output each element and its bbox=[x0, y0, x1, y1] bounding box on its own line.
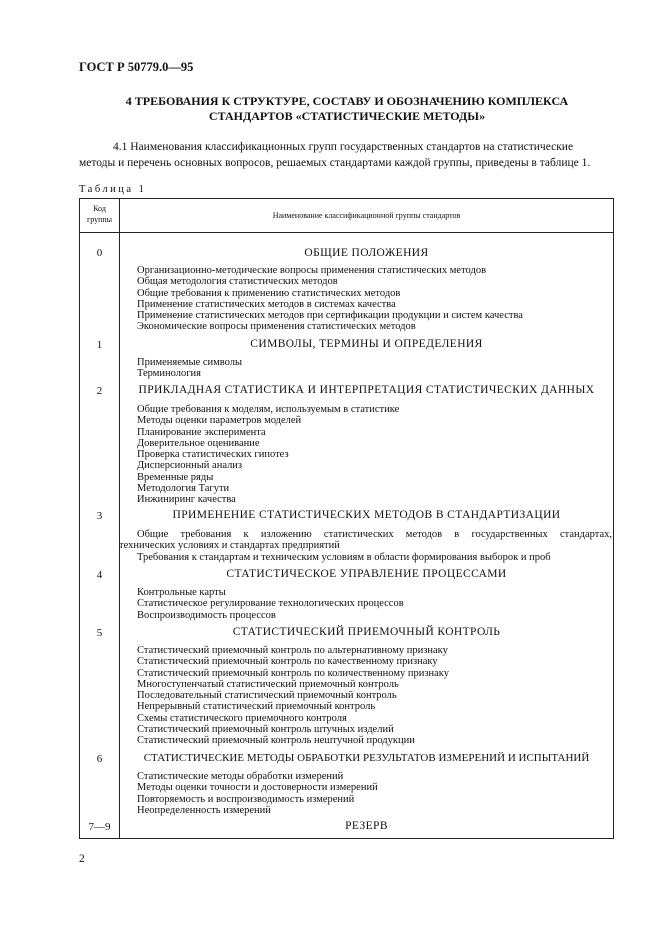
list-item: Статистические методы обработки измерений bbox=[137, 771, 344, 782]
column-header-code-line-2: группы bbox=[86, 215, 113, 224]
list-item: Доверительное оценивание bbox=[137, 437, 260, 449]
list-item: Общие требования к моделям, используемым в статистике bbox=[137, 404, 400, 415]
list-item: Статистический приемочный контроль по количественному признаку bbox=[137, 667, 449, 679]
list-item: Общие требования к изложению статистических методов в государственных стандартах, bbox=[137, 529, 612, 540]
list-item: Статистический приемочный контроль по альтернативному признаку bbox=[137, 645, 448, 656]
list-item: Непрерывный статистический приемочный контроль bbox=[137, 701, 376, 713]
group-name: СТАТИСТИЧЕСКИЕ МЕТОДЫ ОБРАБОТКИ РЕЗУЛЬТАТОВ ИЗМЕРЕНИЙ И ИСПЫТАНИЙ bbox=[143, 752, 590, 764]
list-item: Инжиниринг качества bbox=[137, 494, 236, 506]
group-name: СТАТИСТИЧЕСКОЕ УПРАВЛЕНИЕ ПРОЦЕССАМИ bbox=[226, 568, 507, 580]
list-item: Терминология bbox=[137, 368, 202, 380]
list-item: технических условиях и стандартах предприятий bbox=[119, 540, 340, 552]
list-item: Методология Тагути bbox=[137, 483, 230, 495]
group-items bbox=[137, 771, 612, 816]
group-items bbox=[119, 529, 612, 563]
list-item: Статистический приемочный контроль штучных изделий bbox=[137, 724, 394, 736]
group-name: ПРИМЕНЕНИЕ СТАТИСТИЧЕСКИХ МЕТОДОВ В СТАНДАРТИЗАЦИИ bbox=[172, 509, 561, 521]
list-item: Схемы статистического приемочного контроля bbox=[137, 712, 347, 724]
column-header-name: Наименование классификационной группы стандартов bbox=[272, 211, 461, 220]
list-item: Применение статистических методов в системах качества bbox=[137, 298, 396, 310]
list-item: Методы оценки точности и достоверности измерений bbox=[137, 782, 378, 794]
list-item: Неопределенность измерений bbox=[137, 804, 271, 816]
list-item: Общая методология статистических методов bbox=[137, 276, 338, 288]
list-item: Статистическое регулирование технологических процессов bbox=[137, 598, 404, 610]
group-name: СТАТИСТИЧЕСКИЙ ПРИЕМОЧНЫЙ КОНТРОЛЬ bbox=[232, 626, 501, 638]
list-item: Общие требования к применению статистических методов bbox=[137, 287, 401, 299]
classification-table bbox=[79, 198, 614, 839]
list-item: Статистический приемочный контроль нештучной продукции bbox=[137, 735, 415, 747]
list-item: Экономические вопросы применения статистических методов bbox=[137, 321, 416, 333]
list-item: Организационно-методические вопросы применения статистических методов bbox=[137, 265, 487, 276]
group-code: 7—9 bbox=[88, 821, 111, 833]
group-name: РЕЗЕРВ bbox=[345, 820, 388, 832]
list-item: Требования к стандартам и техническим условиям в области формирования выборок и проб bbox=[137, 551, 551, 563]
group-items bbox=[137, 587, 612, 621]
list-item: Воспроизводимость процессов bbox=[137, 609, 276, 621]
group-items bbox=[137, 265, 612, 333]
list-item: Применяемые символы bbox=[137, 357, 243, 368]
group-code: 3 bbox=[96, 510, 103, 522]
page-number: 2 bbox=[79, 853, 85, 865]
list-item: Многоступенчатый статистический приемочный контроль bbox=[137, 678, 399, 690]
group-items bbox=[137, 357, 612, 380]
table-header bbox=[80, 199, 613, 233]
group-code: 2 bbox=[96, 385, 103, 397]
group-code: 6 bbox=[96, 753, 103, 765]
group-code: 0 bbox=[96, 247, 103, 259]
group-code: 5 bbox=[96, 627, 103, 639]
list-item: Контрольные карты bbox=[137, 587, 226, 598]
list-item: Методы оценки параметров моделей bbox=[137, 415, 302, 427]
section-title-line-1: 4 ТРЕБОВАНИЯ К СТРУКТУРЕ, СОСТАВУ И ОБОЗНАЧЕНИЮ КОМПЛЕКСА bbox=[125, 94, 569, 108]
paragraph-line-1: 4.1 Наименования классификационных групп государственных стандартов на статистические bbox=[113, 141, 574, 153]
group-items bbox=[137, 404, 612, 506]
group-name: ОБЩИЕ ПОЛОЖЕНИЯ bbox=[304, 247, 429, 259]
list-item: Применение статистических методов при сертификации продукции и систем качества bbox=[137, 310, 523, 322]
group-code: 1 bbox=[96, 339, 103, 351]
group-name: ПРИКЛАДНАЯ СТАТИСТИКА И ИНТЕРПРЕТАЦИЯ СТАТИСТИЧЕСКИХ ДАННЫХ bbox=[138, 384, 595, 396]
table-caption: Таблица 1 bbox=[79, 184, 147, 195]
group-code: 4 bbox=[96, 569, 103, 581]
list-item: Временные ряды bbox=[137, 471, 214, 483]
list-item: Дисперсионный анализ bbox=[137, 460, 243, 472]
list-item: Статистический приемочный контроль по качественному признаку bbox=[137, 656, 438, 668]
column-header-code-line-1: Код bbox=[93, 204, 106, 213]
list-item: Планирование эксперимента bbox=[137, 426, 266, 438]
paragraph-line-2: методы и перечень основных вопросов, решаемых стандартами каждой группы, приведены в таблице 1. bbox=[79, 157, 591, 169]
group-items bbox=[137, 645, 612, 747]
list-item: Последовательный статистический приемочный контроль bbox=[137, 690, 397, 702]
list-item: Проверка статистических гипотез bbox=[137, 449, 289, 461]
column-header-code bbox=[80, 203, 119, 225]
group-name: СИМВОЛЫ, ТЕРМИНЫ И ОПРЕДЕЛЕНИЯ bbox=[250, 338, 483, 350]
section-title-line-2: СТАНДАРТОВ «СТАТИСТИЧЕСКИЕ МЕТОДЫ» bbox=[208, 109, 486, 123]
document-code: ГОСТ Р 50779.0—95 bbox=[79, 60, 194, 74]
list-item: Повторяемость и воспроизводимость измерений bbox=[137, 793, 355, 805]
